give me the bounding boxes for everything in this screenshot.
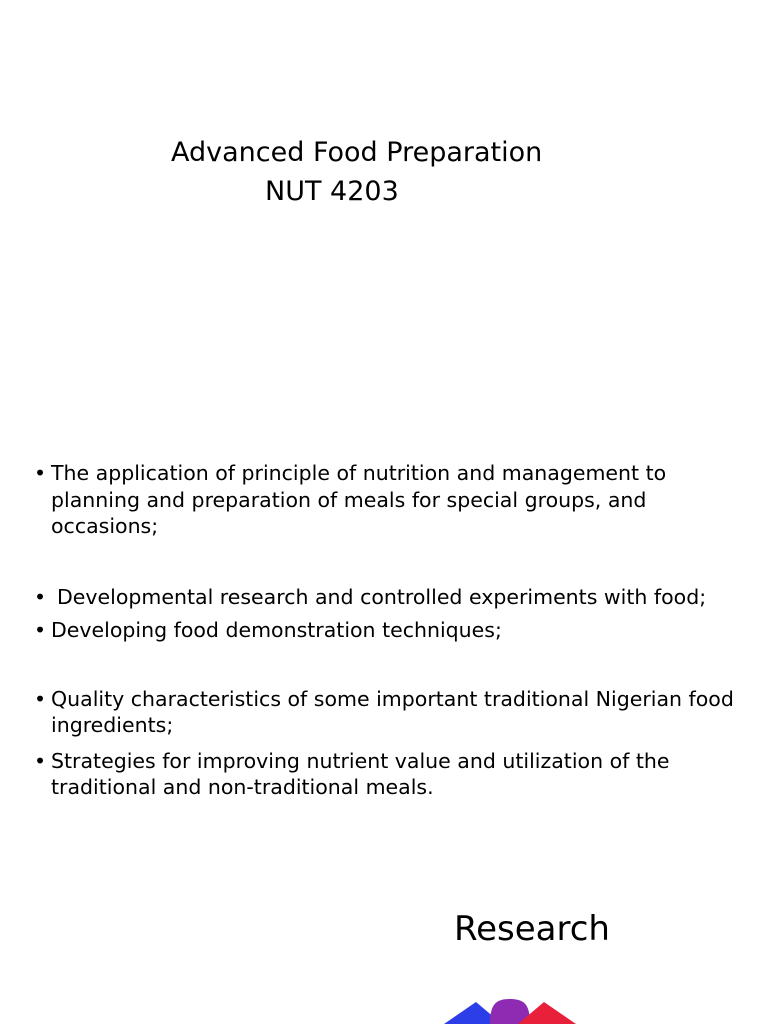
bullet-text: Developmental research and controlled experiments with food; [57,584,707,609]
slide-title-line-2: NUT 4203 [265,176,399,207]
bullet-text: The application of principle of nutrition and management to planning and preparation of meals for special groups, and occasions; [51,461,667,538]
list-item [34,460,734,540]
bullet-text: Quality characteristics of some important traditional Nigerian food ingredients; [51,686,734,737]
bullet-icon: • [34,748,47,773]
bullet-icon: • [34,584,47,609]
mountain-peaks-logo-icon [440,992,580,1024]
section-heading: Research [454,909,610,949]
list-item [34,584,734,611]
list-item [34,686,734,739]
bullet-text: Strategies for improving nutrient value and utilization of the traditional and non-traditional meals. [51,748,670,799]
list-item [34,617,734,644]
bullet-icon: • [34,461,47,485]
bullet-text: Developing food demonstration techniques; [51,618,502,642]
bullet-icon: • [34,618,47,642]
bullet-icon: • [34,686,47,711]
list-item [34,748,734,801]
bullet-list [34,460,734,801]
slide-title-line-1: Advanced Food Preparation [171,137,543,168]
